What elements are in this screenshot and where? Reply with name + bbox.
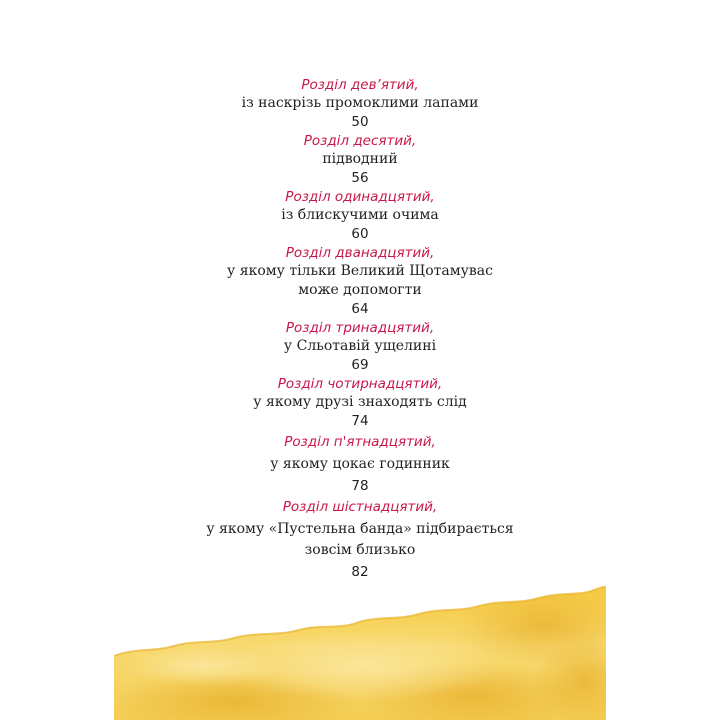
chapter-page-number: 69 xyxy=(351,357,369,373)
chapter-title: Розділ дев’ятий, xyxy=(301,77,419,93)
chapter-title: Розділ шістнадцятий, xyxy=(282,499,438,515)
chapter-page-number: 50 xyxy=(351,114,369,130)
chapter-description: зовсім близько xyxy=(304,542,416,558)
chapter-description: у якому цокає годинник xyxy=(270,456,450,472)
chapter-title: Розділ п'ятнадцятий, xyxy=(284,434,436,450)
chapter-title: Розділ тринадцятий, xyxy=(285,320,435,336)
chapter-title: Розділ чотирнадцятий, xyxy=(277,376,443,392)
chapter-page-number: 60 xyxy=(351,226,369,242)
chapter-title: Розділ одинадцятий, xyxy=(285,189,435,205)
chapter-description: у якому друзі знаходять слід xyxy=(253,394,467,410)
chapter-description: може допомогти xyxy=(298,282,422,298)
chapter-title: Розділ дванадцятий, xyxy=(285,245,435,261)
chapter-page-number: 74 xyxy=(351,413,369,429)
chapter-description: із наскрізь промоклими лапами xyxy=(241,95,479,111)
chapter-page-number: 78 xyxy=(351,478,369,494)
chapter-title: Розділ десятий, xyxy=(303,133,417,149)
chapter-description: у Сльотавій ущелині xyxy=(283,338,437,354)
chapter-page-number: 82 xyxy=(351,564,369,580)
watercolor-wash-decoration xyxy=(114,586,606,720)
chapter-description: із блискучими очима xyxy=(281,207,439,223)
chapter-page-number: 64 xyxy=(351,301,369,317)
chapter-description: у якому «Пустельна банда» підбирається xyxy=(206,521,514,537)
chapter-page-number: 56 xyxy=(351,170,369,186)
chapter-description: у якому тільки Великий Щотамувас xyxy=(227,263,493,279)
chapter-description: підводний xyxy=(322,151,398,167)
